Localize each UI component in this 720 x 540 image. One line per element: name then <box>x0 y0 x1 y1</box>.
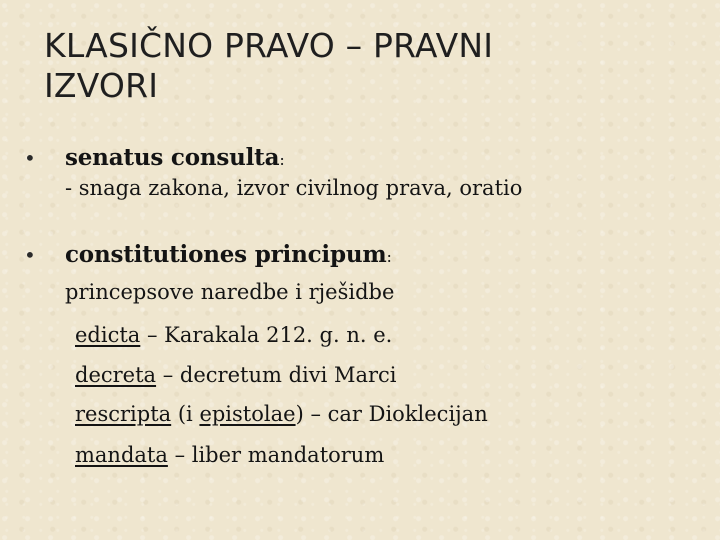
underlined-term: mandata <box>75 443 168 467</box>
bullet-term: constitutiones principum: <box>65 241 392 268</box>
list-item-mandata: mandata – liber mandatorum <box>75 443 385 467</box>
bullet-detail: - snaga zakona, izvor civilnog prava, oratio <box>65 176 523 200</box>
slide-title <box>44 26 664 106</box>
list-item-edicta: edicta – Karakala 212. g. n. e. <box>75 323 393 347</box>
underlined-term: decreta <box>75 363 157 387</box>
bullet-term: senatus consulta: <box>65 144 285 171</box>
bullet-detail: princepsove naredbe i rješidbe <box>65 280 395 304</box>
list-item-rescripta: rescripta (i epistolae) – car Dioklecijan <box>75 402 488 426</box>
underlined-term: edicta <box>75 323 141 347</box>
underlined-term: rescripta <box>75 402 172 426</box>
title-line-1: KLASIČNO PRAVO – PRAVNI <box>44 26 494 65</box>
title-line-2: IZVORI <box>44 66 159 105</box>
bullet-dot: • <box>24 146 36 170</box>
underlined-term: epistolae <box>199 402 296 426</box>
bullet-dot: • <box>24 243 36 267</box>
list-item-decreta: decreta – decretum divi Marci <box>75 363 397 387</box>
